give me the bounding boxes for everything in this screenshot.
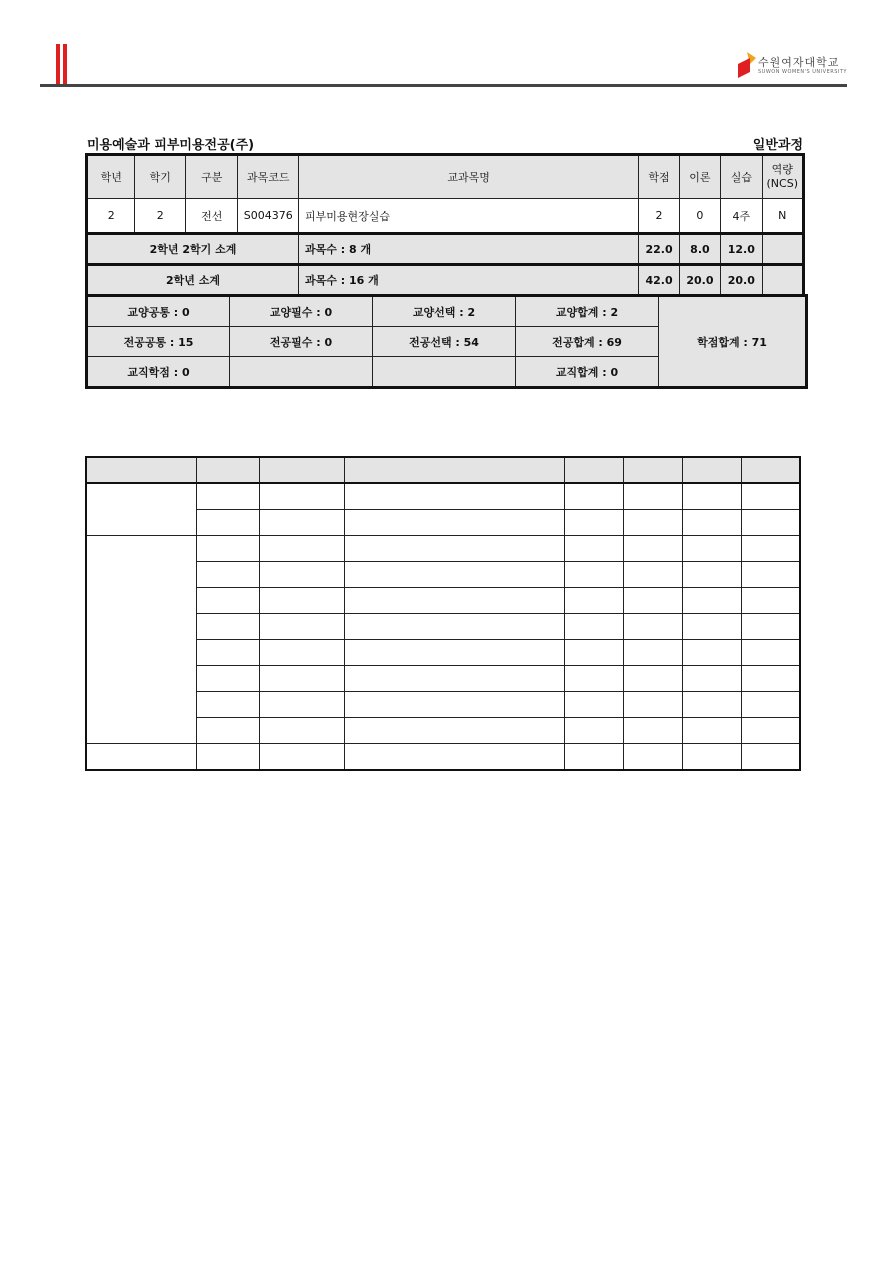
header-cell: 이론 bbox=[679, 155, 720, 199]
summary-cell: 교직학점 : 0 bbox=[87, 357, 230, 388]
header-cell: 교과목명 bbox=[299, 155, 639, 199]
header-cell: 역량 (NCS) bbox=[762, 155, 803, 199]
cell-course-name: 피부미용현장실습 bbox=[299, 199, 639, 234]
cell-year: 2 bbox=[87, 199, 135, 234]
table-header-row bbox=[86, 457, 800, 483]
cell-ncs: N bbox=[762, 199, 803, 234]
logo-mark-icon bbox=[738, 52, 756, 78]
cell-theory: 0 bbox=[679, 199, 720, 234]
summary-cell: 교양선택 : 2 bbox=[373, 296, 516, 327]
summary-cell: 교양공통 : 0 bbox=[87, 296, 230, 327]
subtotal-label: 2학년 2학기 소계 bbox=[87, 234, 299, 265]
cell-practice: 4주 bbox=[721, 199, 762, 234]
summary-cell: 교직합계 : 0 bbox=[516, 357, 659, 388]
cell-code: S004376 bbox=[238, 199, 299, 234]
subtotal-row bbox=[87, 234, 804, 265]
summary-cell: 전공합계 : 69 bbox=[516, 327, 659, 357]
header-bar-right bbox=[63, 44, 67, 84]
page-title: 미용예술과 피부미용전공(주) bbox=[87, 138, 255, 153]
header-cell: 학기 bbox=[135, 155, 185, 199]
table-row bbox=[87, 199, 804, 234]
track-label: 일반과정 bbox=[752, 138, 803, 153]
header-cell: 실습 bbox=[721, 155, 762, 199]
summary-cell bbox=[373, 357, 516, 388]
empty-course-table bbox=[85, 456, 801, 771]
summary-cell: 전공공통 : 15 bbox=[87, 327, 230, 357]
subtotal-count: 과목수 : 16 개 bbox=[299, 265, 639, 296]
header-cell: 학점 bbox=[639, 155, 679, 199]
summary-cell: 전공선택 : 54 bbox=[373, 327, 516, 357]
subtotal-count: 과목수 : 8 개 bbox=[299, 234, 639, 265]
summary-cell: 전공필수 : 0 bbox=[230, 327, 373, 357]
university-logo bbox=[738, 52, 848, 80]
summary-total: 학점합계 : 71 bbox=[659, 296, 807, 388]
subtotal-practice: 20.0 bbox=[721, 265, 762, 296]
subtotal-row bbox=[87, 265, 804, 296]
subtotal-empty bbox=[762, 265, 803, 296]
header-bar-left bbox=[56, 44, 60, 84]
header-cell: 학년 bbox=[87, 155, 135, 199]
summary-row bbox=[87, 296, 807, 327]
table-header-row bbox=[87, 155, 804, 199]
subtotal-practice: 12.0 bbox=[721, 234, 762, 265]
subtotal-label: 2학년 소계 bbox=[87, 265, 299, 296]
subtotal-theory: 8.0 bbox=[679, 234, 720, 265]
summary-cell bbox=[230, 357, 373, 388]
summary-cell: 교양필수 : 0 bbox=[230, 296, 373, 327]
subtotal-empty bbox=[762, 234, 803, 265]
header-rule bbox=[40, 84, 847, 87]
logo-korean-text: 수원여자대학교 bbox=[758, 56, 840, 69]
header-cell: 구분 bbox=[185, 155, 238, 199]
summary-cell: 교양합계 : 2 bbox=[516, 296, 659, 327]
subtotal-credits: 22.0 bbox=[639, 234, 679, 265]
course-table bbox=[85, 153, 805, 297]
cell-type: 전선 bbox=[185, 199, 238, 234]
subtotal-theory: 20.0 bbox=[679, 265, 720, 296]
cell-semester: 2 bbox=[135, 199, 185, 234]
table-row bbox=[86, 744, 800, 771]
subtotal-credits: 42.0 bbox=[639, 265, 679, 296]
logo-english-text: SUWON WOMEN'S UNIVERSITY bbox=[758, 69, 847, 75]
table-row bbox=[86, 483, 800, 510]
table-row bbox=[86, 536, 800, 562]
cell-credits: 2 bbox=[639, 199, 679, 234]
credit-summary-table bbox=[85, 294, 808, 389]
header-cell: 과목코드 bbox=[238, 155, 299, 199]
